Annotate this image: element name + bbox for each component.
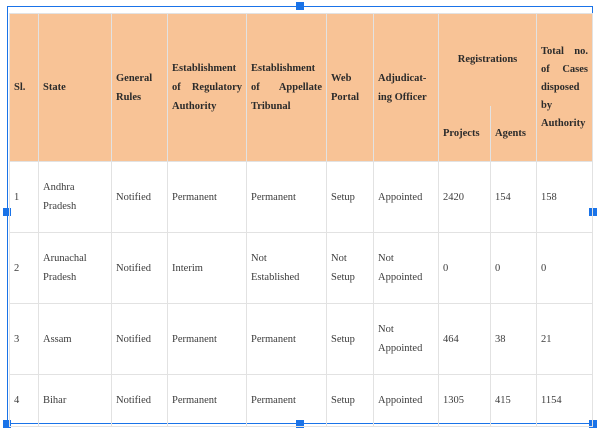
- header-state: State: [39, 14, 112, 162]
- cell-web-portal: Setup: [327, 162, 374, 233]
- table-row: [10, 304, 593, 375]
- cell-web-portal: Setup: [327, 375, 374, 427]
- cell-appellate-tribunal: Permanent: [247, 162, 327, 233]
- header-cases-disposed: Total no. of Cases disposed by Authority: [537, 14, 593, 162]
- cell-adjudicating-officer: Not Appointed: [374, 304, 439, 375]
- cell-general-rules: Notified: [112, 375, 168, 427]
- cell-appellate-tribunal: Permanent: [247, 304, 327, 375]
- cell-cases: 158: [537, 162, 593, 233]
- table-row: [10, 162, 593, 233]
- cell-general-rules: Notified: [112, 162, 168, 233]
- cell-state: Andhra Pradesh: [39, 162, 112, 233]
- rera-status-table: [9, 13, 593, 427]
- cell-appellate-tribunal: Not Established: [247, 233, 327, 304]
- table-row: [10, 375, 593, 427]
- header-sl: Sl.: [10, 14, 39, 162]
- header-registrations: Registrations: [439, 14, 537, 106]
- cell-sl: 2: [10, 233, 39, 304]
- cell-adjudicating-officer: Appointed: [374, 375, 439, 427]
- cell-general-rules: Notified: [112, 304, 168, 375]
- cell-projects: 464: [439, 304, 491, 375]
- cell-appellate-tribunal: Permanent: [247, 375, 327, 427]
- cell-general-rules: Notified: [112, 233, 168, 304]
- cell-regulatory-authority: Permanent: [168, 304, 247, 375]
- cell-regulatory-authority: Interim: [168, 233, 247, 304]
- header-regulatory-authority: Establishment of Regulatory Authority: [168, 14, 247, 162]
- cell-agents: 38: [491, 304, 537, 375]
- resize-handle-top[interactable]: [296, 2, 304, 10]
- header-web-portal: Web Portal: [327, 14, 374, 162]
- cell-agents: 154: [491, 162, 537, 233]
- cell-web-portal: Setup: [327, 304, 374, 375]
- cell-state: Bihar: [39, 375, 112, 427]
- header-general-rules: General Rules: [112, 14, 168, 162]
- cell-web-portal: Not Setup: [327, 233, 374, 304]
- header-agents: Agents: [491, 106, 537, 162]
- cell-agents: 415: [491, 375, 537, 427]
- cell-regulatory-authority: Permanent: [168, 162, 247, 233]
- cell-state: Assam: [39, 304, 112, 375]
- cell-sl: 3: [10, 304, 39, 375]
- cell-adjudicating-officer: Not Appointed: [374, 233, 439, 304]
- cell-projects: 0: [439, 233, 491, 304]
- cell-agents: 0: [491, 233, 537, 304]
- header-adjudicating-officer: Adjudicat- ing Officer: [374, 14, 439, 162]
- cell-cases: 1154: [537, 375, 593, 427]
- cell-projects: 2420: [439, 162, 491, 233]
- cell-projects: 1305: [439, 375, 491, 427]
- header-projects: Projects: [439, 106, 491, 162]
- cell-regulatory-authority: Permanent: [168, 375, 247, 427]
- cell-adjudicating-officer: Appointed: [374, 162, 439, 233]
- cell-state: Arunachal Pradesh: [39, 233, 112, 304]
- cell-cases: 21: [537, 304, 593, 375]
- header-appellate-tribunal: Establishment of Appellate Tribunal: [247, 14, 327, 162]
- cell-sl: 1: [10, 162, 39, 233]
- cell-cases: 0: [537, 233, 593, 304]
- cell-sl: 4: [10, 375, 39, 427]
- table-row: [10, 233, 593, 304]
